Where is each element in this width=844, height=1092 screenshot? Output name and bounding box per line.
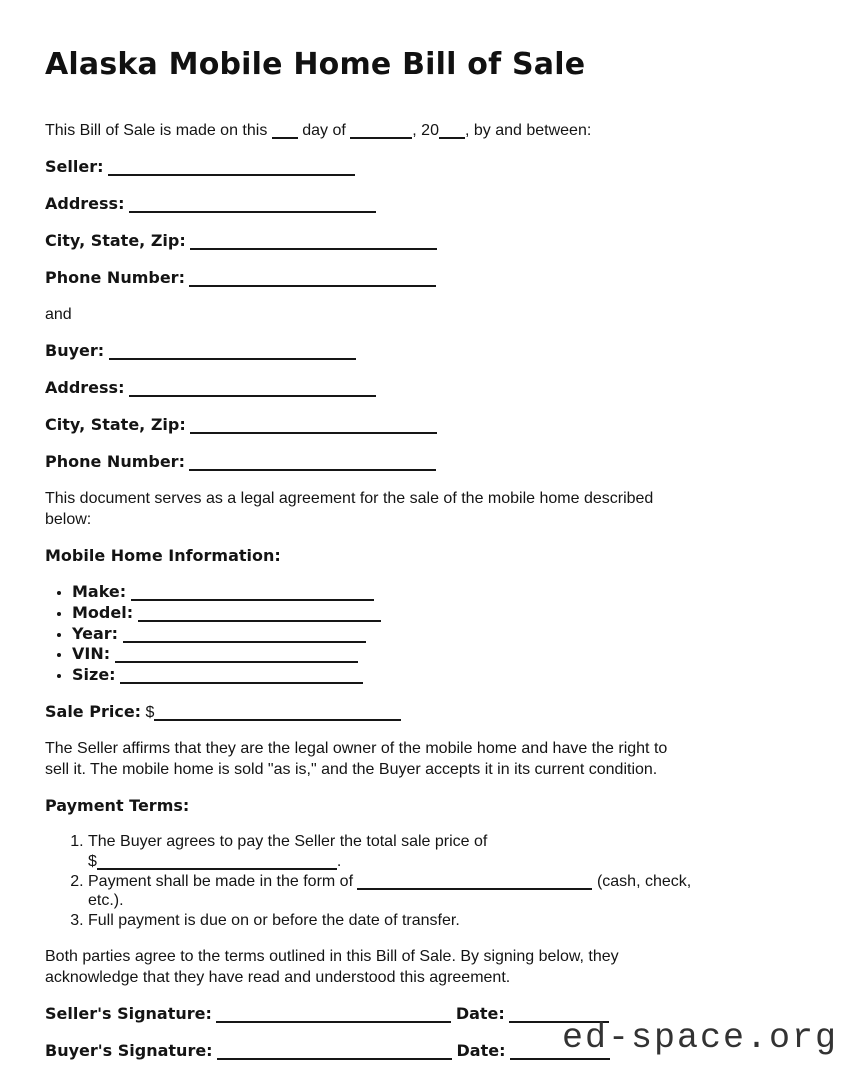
- buyer-phone-blank: [189, 469, 436, 471]
- conjunction-text: and: [45, 306, 72, 323]
- model-label: Model:: [72, 602, 134, 622]
- year-blank: [123, 641, 366, 643]
- buyer-name-label: Buyer:: [45, 341, 105, 360]
- legal-paragraph-line1: This document serves as a legal agreement for the sale of the mobile home described: [45, 490, 654, 507]
- payment-term-1: [88, 832, 800, 872]
- buyer-signature-label: Buyer's Signature:: [45, 1040, 213, 1060]
- payment-term-1-line1: The Buyer agrees to pay the Seller the total sale price of: [88, 832, 488, 850]
- buyer-address-label: Address:: [45, 378, 125, 397]
- seller-phone-blank: [189, 285, 436, 287]
- payment-term-2-post2: etc.).: [88, 892, 124, 910]
- buyer-phone-row: [45, 451, 800, 473]
- make-blank: [131, 599, 374, 601]
- mobile-home-item-vin: [72, 644, 800, 665]
- buyer-city-label: City, State, Zip:: [45, 415, 186, 434]
- seller-address-label: Address:: [45, 194, 125, 213]
- closing-paragraph-line1: Both parties agree to the terms outlined in this Bill of Sale. By signing below, they: [45, 947, 619, 965]
- affirm-paragraph-line1: The Seller affirms that they are the legal owner of the mobile home and have the right to: [45, 739, 668, 757]
- buyer-phone-label: Phone Number:: [45, 452, 185, 471]
- intro-part1: This Bill of Sale is made on this: [45, 122, 268, 139]
- payment-term-1-suffix: .: [336, 852, 342, 870]
- intro-part3: , 20: [412, 122, 439, 139]
- sale-price-blank: [154, 719, 401, 721]
- payment-term-2-blank: [357, 888, 592, 890]
- intro-part4: , by and between:: [464, 122, 592, 139]
- mobile-home-item-model: [72, 603, 800, 624]
- payment-term-2-post1: (cash, check,: [596, 872, 692, 890]
- seller-signature-blank: [216, 1021, 451, 1023]
- seller-name-label: Seller:: [45, 157, 104, 176]
- seller-address-blank: [129, 211, 376, 213]
- payment-term-2-pre: Payment shall be made in the form of: [88, 872, 354, 890]
- payment-term-2: [88, 872, 800, 912]
- payment-term-3: 3. Full payment is due on or before the date of transfer.: [88, 911, 800, 931]
- make-label: Make:: [72, 582, 127, 601]
- payment-term-1-blank: [97, 868, 337, 870]
- seller-address-row: [45, 193, 800, 215]
- payment-term-1-currency: $: [88, 852, 97, 870]
- buyer-city-blank: [190, 432, 437, 434]
- mobile-home-item-make: [72, 582, 800, 603]
- buyer-signature-blank: [217, 1058, 452, 1060]
- intro-day-blank: [272, 137, 298, 139]
- buyer-date-blank: [510, 1058, 610, 1060]
- sale-price-currency: $: [145, 703, 155, 721]
- intro-line: [45, 120, 800, 141]
- legal-paragraph-line2: below:: [45, 511, 92, 528]
- size-blank: [120, 682, 363, 684]
- seller-city-blank: [190, 248, 437, 250]
- affirm-paragraph: [45, 738, 800, 780]
- closing-paragraph: [45, 946, 800, 988]
- vin-blank: [115, 661, 358, 663]
- seller-phone-row: [45, 267, 800, 289]
- buyer-address-row: [45, 377, 800, 399]
- closing-paragraph-line2: acknowledge that they have read and understood this agreement.: [45, 968, 511, 986]
- watermark-text: ed-space.org: [561, 1018, 838, 1058]
- vin-label: VIN:: [72, 644, 111, 664]
- buyer-name-blank: [109, 358, 356, 360]
- seller-signature-label: Seller's Signature:: [45, 1003, 212, 1023]
- affirm-paragraph-line2: sell it. The mobile home is sold "as is," and the Buyer accepts it in its current condition.: [45, 760, 658, 778]
- size-label: Size:: [72, 665, 116, 685]
- seller-date-label: Date:: [455, 1003, 505, 1023]
- legal-paragraph: [45, 488, 800, 530]
- page-title: Alaska Mobile Home Bill of Sale: [45, 47, 586, 82]
- sale-price-row: [45, 701, 800, 723]
- intro-part2: day of: [302, 122, 346, 139]
- buyer-name-row: [45, 340, 800, 362]
- seller-city-row: [45, 230, 800, 252]
- intro-year-blank: [439, 137, 465, 139]
- buyer-city-row: [45, 414, 800, 436]
- year-label: Year:: [72, 623, 119, 643]
- sale-price-label: Sale Price:: [45, 701, 142, 721]
- mobile-home-heading: Mobile Home Information:: [45, 546, 281, 565]
- seller-city-label: City, State, Zip:: [45, 231, 186, 250]
- payment-terms-heading: Payment Terms:: [45, 795, 190, 815]
- seller-phone-label: Phone Number:: [45, 268, 185, 287]
- mobile-home-item-size: [72, 665, 800, 686]
- mobile-home-list: [45, 582, 800, 686]
- payment-terms-list: [45, 832, 800, 931]
- buyer-address-blank: [129, 395, 376, 397]
- seller-name-blank: [108, 174, 355, 176]
- model-blank: [138, 620, 381, 622]
- seller-name-row: [45, 156, 800, 178]
- buyer-date-label: Date:: [456, 1040, 506, 1060]
- intro-month-blank: [350, 137, 412, 139]
- mobile-home-item-year: [72, 624, 800, 645]
